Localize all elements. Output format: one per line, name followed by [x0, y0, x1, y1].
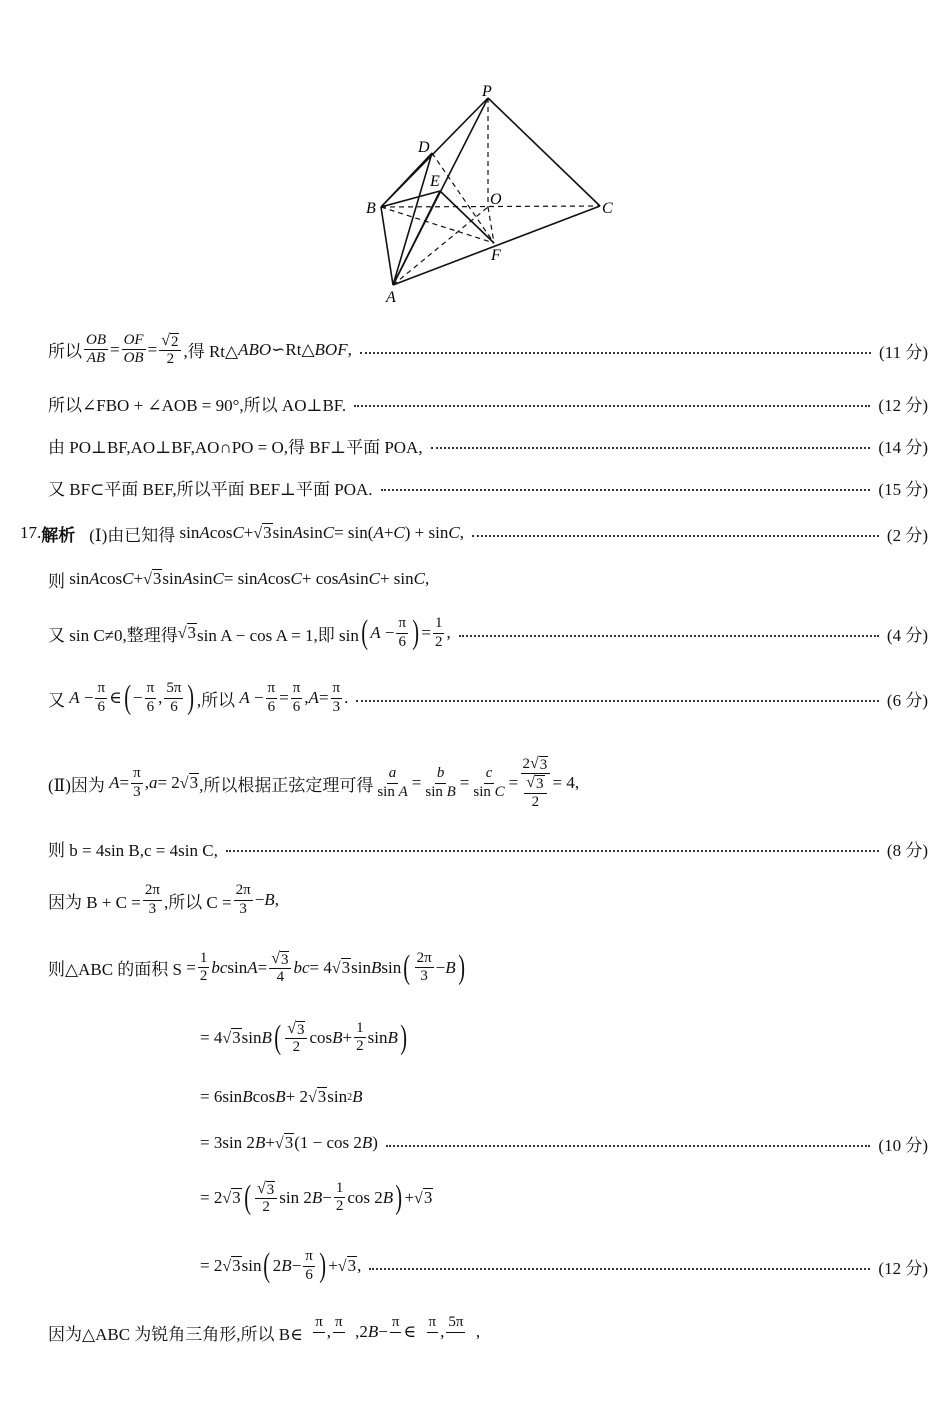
label-E: E [430, 173, 440, 190]
label-O: O [490, 191, 502, 208]
q17-line-1: 17. 解析 (Ⅰ)由已知得 sin A cos C + √ 3 sin A sin C = sin( A + C ) + sin C , (2 分) [20, 523, 928, 546]
q17-line-2: 则 sin A cos C + √ 3 sin A sin C = sin A cos C + cos A sin C + sin C , [48, 569, 430, 591]
q17-line-8: 则△ABC 的面积 S = $\frac{1}{2}$ bc sin A = √ 3 4 bc = 4 √ 3 sin B sin ( $\frac{2\pi}{3}$ − B ) [48, 948, 465, 986]
edge-EF [440, 191, 494, 243]
proof-line-14: 由 PO⊥BF,AO⊥BF,AO∩PO = O,得 BF⊥平面 POA, (14 分) [48, 437, 928, 457]
dash-AO [393, 207, 488, 285]
label-B: B [366, 200, 376, 217]
q17-line-10: = 6sin B cos B + 2 √ 3 sin 2 B [200, 1087, 363, 1107]
label-P: P [482, 83, 492, 100]
dash-BF [381, 207, 494, 243]
q17-line-11: = 3sin 2 B + √ 3 (1 − cos 2 B ) (10 分) [200, 1133, 928, 1155]
proof-line-11: 所以 $\frac{OB}{AB}$ = $\frac{OF}{OB}$ = √ 2 2 ,得 Rt△ ABO ∽ Rt△ BOF , (11 分) [48, 331, 928, 368]
edge-AC [393, 206, 600, 285]
q17-line-13: = 2 √ 3 sin ( 2 B − $\frac{\pi}{6}$ ) + √ 3 , (12 分) [200, 1247, 928, 1284]
proof-line-15: 又 BF⊂平面 BEF,所以平面 BEF⊥平面 POA. (15 分) [48, 479, 928, 499]
q17-line-12: = 2 √ 3 ( √ 3 2 sin 2 B − $\frac{1}{2}$ cos 2 B ) + √ 3 [200, 1178, 433, 1216]
edge-PC [488, 98, 600, 206]
label-C: C [602, 200, 613, 217]
q17-line-14: 因为△ABC 为锐角三角形,所以 B∈ π , π ,2 B − π ∈ π , 5π , [48, 1314, 481, 1344]
q17-line-7: 因为 B + C = $\frac{2\pi}{3}$ ,所以 C = $\frac{2\pi}{3}$ − B , [48, 882, 279, 917]
q17-line-3: 又 sin C≠0,整理得 √ 3 sin A − cos A = 1,即 sin ( A − $\frac{\pi}{6}$ ) = $\frac{1}{2}$ , (4 分) [48, 614, 928, 651]
proof-line-12: 所以∠FBO + ∠AOB = 90°,所以 AO⊥BF. (12 分) [48, 395, 928, 415]
label-A: A [386, 289, 396, 306]
dash-DF [432, 153, 494, 243]
q17-line-5: (Ⅱ)因为 A = $\frac{\pi}{3}$ , a = 2 √ 3 ,所以根据正弦定理可得 $\frac{a}{\text{sin A}}$ = $\frac{b}{\text{sin B}}$ = $\frac{c}{\text{sin C}}$ = 2 √ 3 √ 3 2 = 4, [48, 754, 580, 810]
label-D: D [418, 139, 430, 156]
score-11: (11 分) [879, 342, 928, 362]
q17-line-4: 又 A − $\frac{\pi}{6}$ ∈ ( − $\frac{\pi}{6}$ , $\frac{5\pi}{6}$ ) ,所以 A − $\frac{\pi}{6}$ = $\frac{\pi}{6}$ , A = $\frac{\pi}{3}$ . (6 分) [48, 679, 928, 716]
pyramid-figure [0, 0, 950, 310]
label-F: F [491, 247, 501, 264]
q17-line-6: 则 b = 4sin B,c = 4sin C, (8 分) [48, 840, 928, 860]
edge-BA [381, 207, 393, 285]
q17-line-9: = 4 √ 3 sin B ( √ 3 2 cos B + $\frac{1}{2}$ sin B ) [200, 1018, 407, 1056]
